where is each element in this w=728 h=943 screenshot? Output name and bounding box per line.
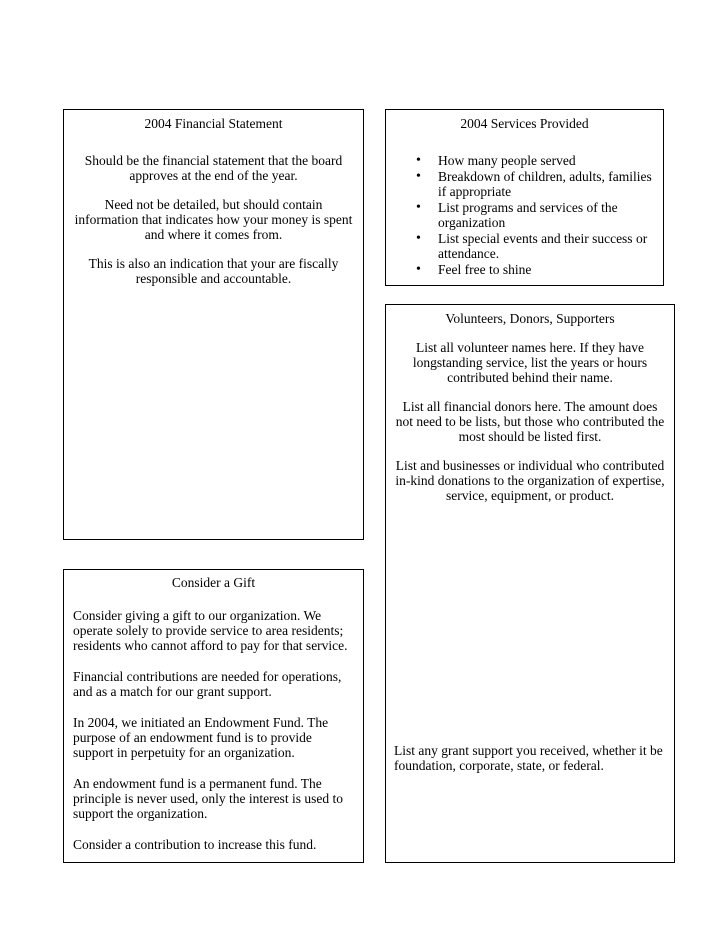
- gift-para-1: Consider giving a gift to our organization. We operate solely to provide service to area residents; residents who cannot afford to pay for that service.: [73, 608, 348, 653]
- bullet-icon: •: [416, 153, 421, 168]
- services-box: [385, 109, 664, 286]
- volunteers-para-2: List all financial donors here. The amount does not need to be lists, but those who contributed the most should be listed first.: [395, 399, 665, 444]
- financial-statement-title: 2004 Financial Statement: [144, 116, 283, 131]
- financial-statement-box: [63, 109, 364, 540]
- gift-box: [63, 569, 364, 863]
- volunteers-box: [385, 304, 675, 863]
- services-item: • Feel free to shine: [416, 262, 532, 277]
- services-item: • How many people served: [416, 153, 576, 168]
- volunteers-title: Volunteers, Donors, Supporters: [445, 311, 615, 326]
- volunteers-para-3: List and businesses or individual who contributed in-kind donations to the organization of expertise, service, equipment, or product.: [395, 458, 665, 503]
- services-item: • List special events and their success or attendance.: [416, 231, 648, 261]
- services-item: • List programs and services of the organization: [416, 200, 618, 230]
- bullet-icon: •: [416, 231, 421, 246]
- services-list: [394, 153, 653, 277]
- bullet-icon: •: [416, 262, 421, 277]
- financial-statement-para-1: Should be the financial statement that the board approves at the end of the year.: [84, 153, 343, 183]
- financial-statement-para-3: This is also an indication that your are fiscally responsible and accountable.: [88, 256, 339, 286]
- financial-statement-para-2: Need not be detailed, but should contain information that indicates how your money is spent and where it comes from.: [74, 197, 353, 242]
- bullet-icon: •: [416, 200, 421, 215]
- gift-para-2: Financial contributions are needed for operations, and as a match for our grant support.: [73, 669, 342, 699]
- volunteers-para-1: List all volunteer names here. If they have longstanding service, list the years or hours contributed behind their name.: [412, 340, 648, 385]
- services-item: • Breakdown of children, adults, families if appropriate: [416, 169, 652, 199]
- gift-para-4: An endowment fund is a permanent fund. The principle is never used, only the interest is used to support the organization.: [73, 776, 343, 821]
- gift-title: Consider a Gift: [171, 575, 256, 590]
- gift-para-5: Consider a contribution to increase this fund.: [73, 837, 317, 852]
- gift-para-3: In 2004, we initiated an Endowment Fund. The purpose of an endowment fund is to provide support in perpetuity for an organization.: [73, 715, 329, 760]
- services-title: 2004 Services Provided: [460, 116, 589, 131]
- grant-support-note: List any grant support you received, whether it be foundation, corporate, state, or federal.: [394, 743, 663, 773]
- bullet-icon: •: [416, 169, 421, 184]
